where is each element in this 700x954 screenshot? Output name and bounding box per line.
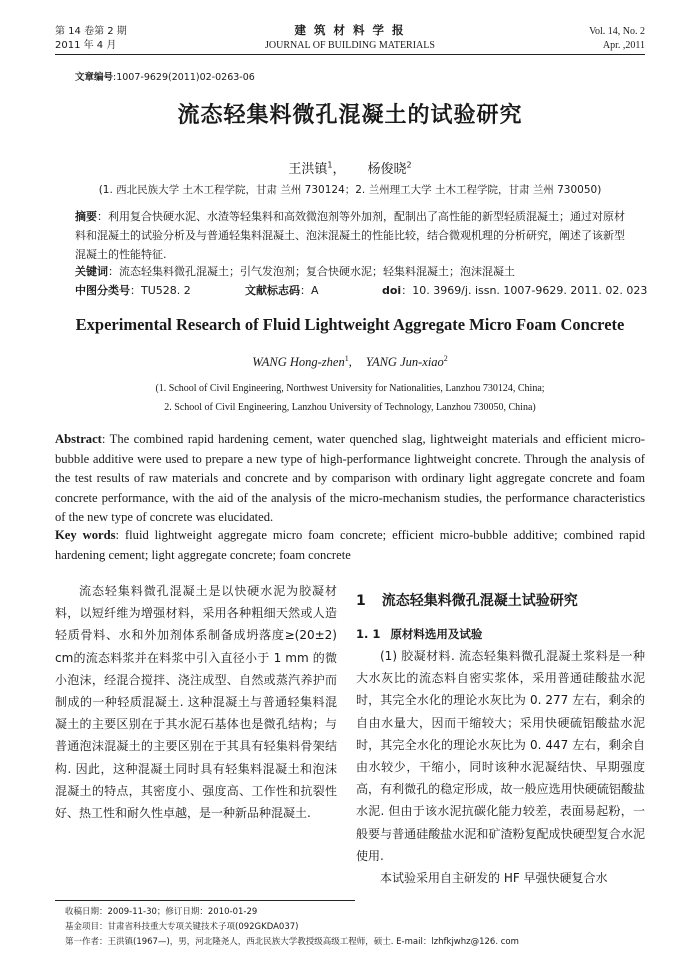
- header-date: 2011 年 4 月: [55, 40, 117, 51]
- doc-value: ：A: [300, 284, 319, 297]
- authors-cn: [0, 158, 700, 177]
- classification-code: [75, 281, 191, 300]
- clc-value: ：TU528. 2: [130, 284, 191, 297]
- abstract-cn-label: 摘要: [75, 210, 97, 223]
- article-number-label: 文章编号: [75, 72, 114, 83]
- footnote-received: 收稿日期：2009-11-30；修订日期：2010-01-29: [65, 907, 258, 917]
- abstract-cn-text: ：利用复合快硬水泥、水渣等轻集料和高效微泡剂等外加剂，配制出了高性能的新型轻质混凝土；通过对原材料和混凝土的试验分析及与普通轻集料混凝土、泡沫混凝土的性能比较，结合微观机理的分析研究，阐述了该新型混凝土的性能特征.: [75, 210, 625, 261]
- footnote-fund: 基金项目：甘肃省科技重大专项关键技术子项(092GKDA037): [65, 922, 299, 932]
- abstract-en-label: Abstract: [55, 432, 102, 446]
- keywords-en: [55, 526, 645, 565]
- body-left-paragraph: 流态轻集料微孔混凝土是以快硬水泥为胶凝材料，以短纤维为增强材料，采用各种粗细天然或人造轻质骨料、水和外加剂体系制备成坍落度≥(20±2) cm的流态料浆并在料浆中引入直径小于 1 mm 的微小泡沫，经混合搅拌、浇注成型、自然或蒸汽养护而制成的一种轻质混凝土. 这种混凝土与普通轻集料混凝土的主要区别在于其水泥石基体也是微孔结构；与普通泡沫混凝土的主要区别在于其具有轻集料骨架结构. 因此，这种混凝土同时具有轻集料混凝土和泡沫混凝土的特点，其密度小、强度高、工作性和抗裂性好、热工性和耐久性卓越，是一种新品种混凝土.: [55, 584, 337, 821]
- body-left-column: [55, 580, 337, 824]
- doc-label: 文献标志码: [245, 284, 300, 297]
- author-en-1: WANG Hong-zhen: [252, 355, 345, 369]
- author-en-1-sup: 1: [344, 353, 349, 363]
- keywords-cn-label: 关键词: [75, 265, 108, 278]
- header-vol-no: Vol. 14, No. 2: [589, 26, 645, 37]
- header-volume-issue: 第 14 卷第 2 期: [55, 26, 127, 37]
- body-right-column: [356, 645, 645, 889]
- affiliation-en-2: 2. School of Civil Engineering, Lanzhou University of Technology, Lanzhou 730050, China): [164, 402, 536, 413]
- author-cn-1-sup: 1: [327, 160, 333, 170]
- title-cn: 流态轻集料微孔混凝土的试验研究: [177, 103, 523, 128]
- keywords-cn: [75, 262, 635, 281]
- journal-name-cn: 建 筑 材 料 学 报: [294, 23, 406, 37]
- body-right-paragraph-1: (1) 胶凝材料. 流态轻集料微孔混凝土浆料是一种大水灰比的流态料自密实浆体，采用普通硅酸盐水泥时，其完全水化的理论水灰比为 0. 277 左右，剩余的自由水量大，因而干缩较大；采用快硬硫铝酸盐水泥时，其完全水化的理论水灰比为 0. 447 左右，剩余自由水较少，干缩小，同时该种水泥凝结快、早期强度高，有利微孔的稳定形成，故一般应选用快硬硫铝酸盐水泥. 但由于该水泥抗碳化能力较差，表面易起粉，一般要与普通硅酸盐水泥和矿渣粉复配成快硬型复合水泥使用.: [356, 649, 645, 863]
- keywords-en-label: Key words: [55, 528, 116, 542]
- author-cn-2: 杨俊晓: [367, 162, 407, 177]
- abstract-cn: [75, 207, 635, 264]
- abstract-en-text: : The combined rapid hardening cement, water quenched slag, lightweight materials and efficient micro-bubble additive were used to prepare a new type of high-performance lightweight concrete. Through the analysis of the test results of raw materials and concrete and by comparison with ordinary light aggregate concrete and foam concrete performance, with the aid of the analysis of the micro-mechanism studies, the performance characteristics of the new type of concrete was elucidated.: [55, 432, 645, 524]
- subsection-title: 原材料选用及试验: [390, 627, 483, 641]
- author-en-2-sup: 2: [443, 353, 448, 363]
- section-1-number: 1: [356, 593, 366, 609]
- doi: [382, 281, 647, 300]
- header-month-year: Apr. ,2011: [602, 40, 645, 51]
- affiliation-en-1: (1. School of Civil Engineering, Northwest University for Nationalities, Lanzhou 730124, China;: [155, 383, 545, 394]
- journal-name-en: JOURNAL OF BUILDING MATERIALS: [265, 40, 435, 51]
- doi-label: doi: [382, 284, 402, 297]
- abstract-en: [55, 430, 645, 528]
- title-en: Experimental Research of Fluid Lightweight Aggregate Micro Foam Concrete: [75, 315, 625, 334]
- affiliation-cn: (1. 西北民族大学 土木工程学院，甘肃 兰州 730124；2. 兰州理工大学 土木工程学院，甘肃 兰州 730050): [98, 184, 602, 196]
- footnote-first-author: 第一作者：王洪镇(1967—)，男，河北隆尧人，西北民族大学教授级高级工程师，硕士. E-mail：lzhfkjwhz@126. com: [65, 937, 519, 947]
- body-right-paragraph-2: 本试验采用自主研发的 HF 早强快硬复合水: [380, 871, 608, 886]
- doi-value: ：10. 3969/j. issn. 1007-9629. 2011. 02. 023: [401, 284, 648, 297]
- document-code: [245, 281, 319, 300]
- author-cn-sep: ，: [332, 162, 346, 177]
- author-en-2: YANG Jun-xiao: [365, 355, 444, 369]
- footnote-rule: [55, 900, 355, 901]
- author-cn-2-sup: 2: [406, 160, 412, 170]
- section-1-heading: [356, 590, 578, 610]
- article-number: [75, 69, 255, 83]
- authors-en: WANG Hong-zhen$^1$, YANG Jun-xiao$^2$: [252, 353, 448, 369]
- keywords-cn-text: ：流态轻集料微孔混凝土；引气发泡剂；复合快硬水泥；轻集料混凝土；泡沫混凝土: [108, 265, 515, 278]
- section-1-title: 流态轻集料微孔混凝土试验研究: [381, 593, 578, 609]
- subsection-number: 1. 1: [356, 627, 381, 641]
- clc-label: 中图分类号: [75, 284, 130, 297]
- author-cn-1: 王洪镇: [288, 162, 328, 177]
- article-number-value: :1007-9629(2011)02-0263-06: [113, 72, 255, 83]
- header-rule: [55, 54, 645, 55]
- keywords-en-text: : fluid lightweight aggregate micro foam concrete; efficient micro-bubble additive; combined rapid hardening cement; light aggregate concrete; foam concrete: [55, 528, 646, 562]
- subsection-1-1-heading: [356, 626, 482, 642]
